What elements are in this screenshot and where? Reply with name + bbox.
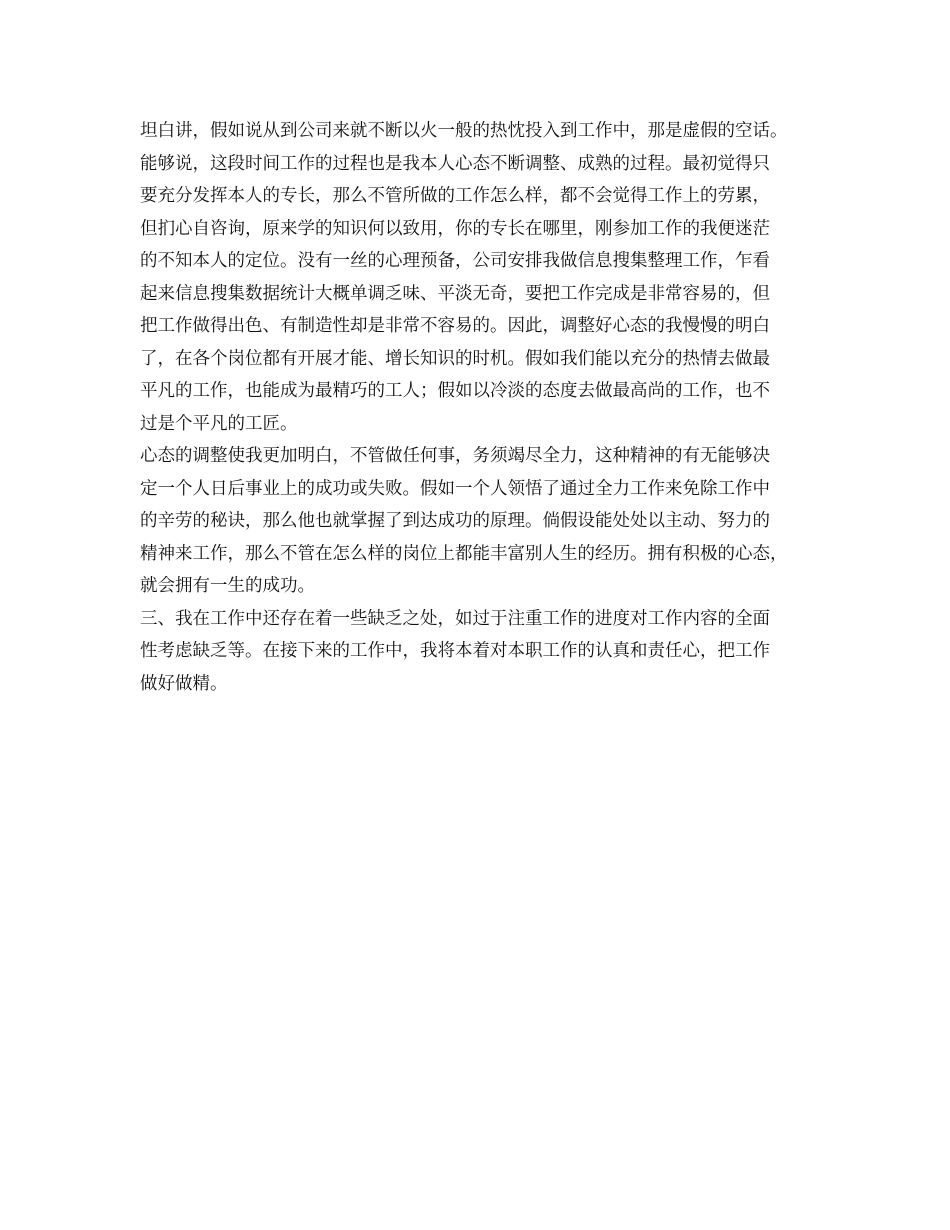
text-line: 过是个平凡的工匠。 bbox=[140, 413, 298, 434]
document-body bbox=[140, 115, 840, 700]
text-line: 的不知本人的定位。没有一丝的心理预备，公司安排我做信息搜集整理工作，乍看 bbox=[140, 251, 770, 271]
text-line: 的辛劳的秘诀，那么他也就掌握了到达成功的原理。倘假设能处处以主动、努力的 bbox=[140, 511, 770, 531]
text-line: 能够说，这段时间工作的过程也是我本人心态不断调整、成熟的过程。最初觉得只 bbox=[140, 153, 770, 174]
text-line: 精神来工作，那么不管在怎么样的岗位上都能丰富别人生的经历。拥有积极的心态， bbox=[140, 543, 788, 564]
text-line: 要充分发挥本人的专长，那么不管所做的工作怎么样，都不会觉得工作上的劳累， bbox=[140, 186, 770, 206]
text-line: 三、我在工作中还存在着一些缺乏之处，如过于注重工作的进度对工作内容的全面 bbox=[140, 608, 770, 629]
text-line: 坦白讲，假如说从到公司来就不断以火一般的热忱投入到工作中，那是虚假的空话。 bbox=[140, 121, 788, 141]
text-line: 心态的调整使我更加明白，不管做任何事，务须竭尽全力，这种精神的有无能够决 bbox=[140, 446, 770, 466]
text-line: 起来信息搜集数据统计大概单调乏味、平淡无奇，要把工作完成是非常容易的，但 bbox=[140, 283, 770, 304]
text-line: 了，在各个岗位都有开展才能、增长知识的时机。假如我们能以充分的热情去做最 bbox=[140, 348, 770, 369]
text-line: 但扪心自咨询，原来学的知识何以致用，你的专长在哪里，刚参加工作的我便迷茫 bbox=[140, 218, 770, 239]
text-line: 平凡的工作，也能成为最精巧的工人；假如以冷淡的态度去做最高尚的工作，也不 bbox=[140, 381, 770, 401]
text-line: 性考虑缺乏等。在接下来的工作中，我将本着对本职工作的认真和责任心，把工作 bbox=[140, 641, 770, 661]
text-line: 做好做精。 bbox=[140, 673, 228, 694]
text-line: 把工作做得出色、有制造性却是非常不容易的。因此，调整好心态的我慢慢的明白 bbox=[140, 316, 770, 336]
text-line: 定一个人日后事业上的成功或失败。假如一个人领悟了通过全力工作来免除工作中 bbox=[140, 478, 770, 499]
text-line: 就会拥有一生的成功。 bbox=[140, 576, 315, 596]
